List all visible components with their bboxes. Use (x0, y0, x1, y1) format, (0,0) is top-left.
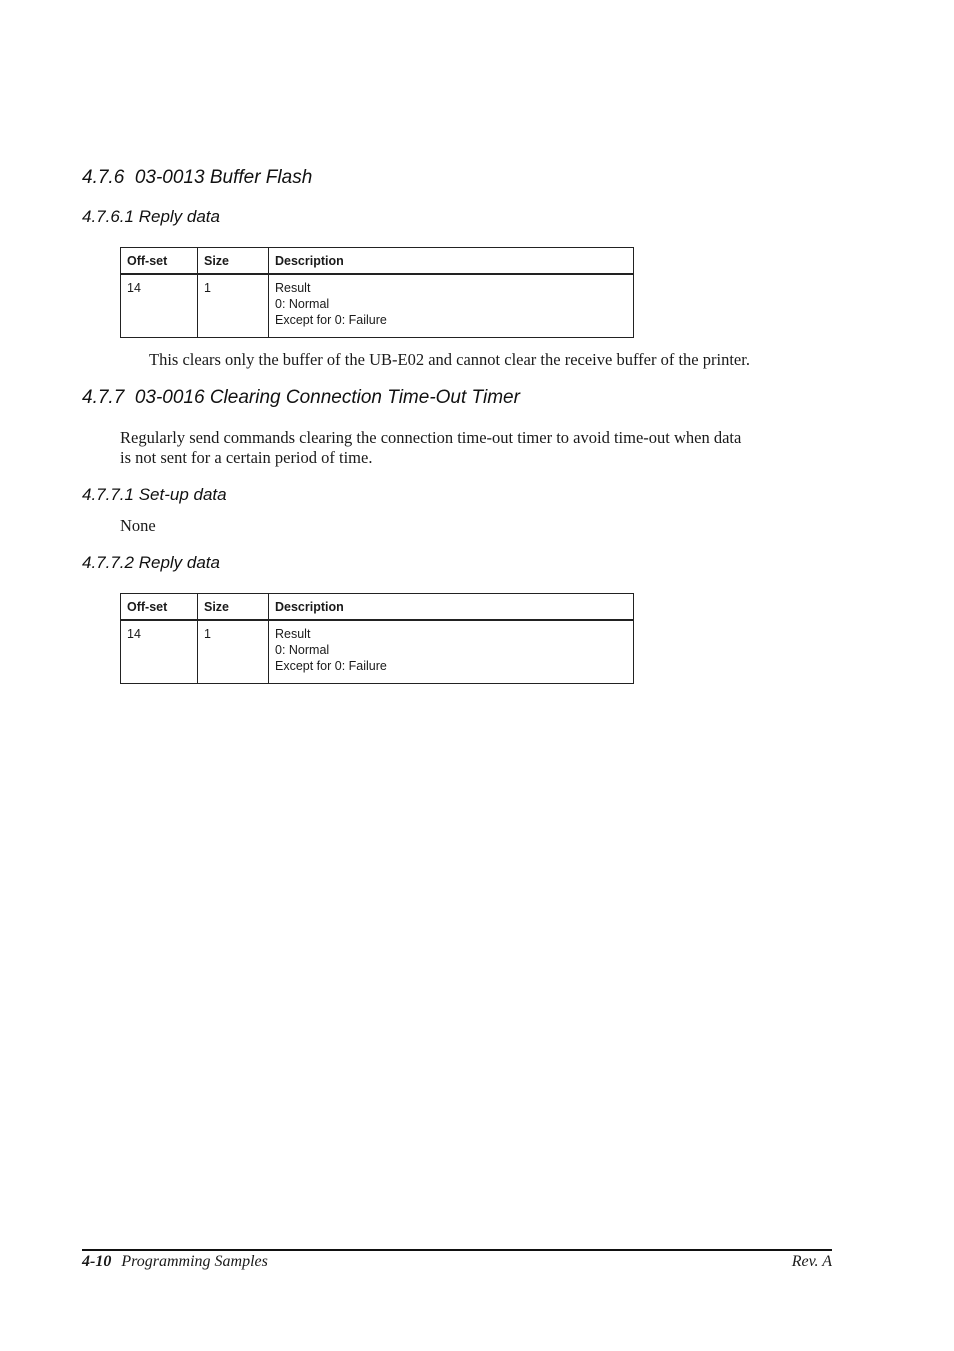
subsection-heading-4-7-6-1: 4.7.6.1 Reply data (82, 207, 220, 226)
description-line: Except for 0: Failure (275, 313, 387, 327)
footer-rule (82, 1249, 832, 1251)
description-line: Except for 0: Failure (275, 659, 387, 673)
intro-paragraph (120, 428, 832, 468)
column-header-size: Size (198, 248, 269, 275)
intro-line: Regularly send commands clearing the connection time-out timer to avoid time-out when data (120, 428, 742, 447)
column-header-description: Description (269, 248, 634, 275)
intro-line: is not sent for a certain period of time. (120, 448, 373, 467)
reply-data-table-1 (120, 247, 634, 338)
section-heading-4-7-6 (82, 167, 312, 189)
footer-left (82, 1253, 268, 1271)
column-header-offset: Off-set (121, 594, 198, 621)
table-row (121, 620, 634, 684)
revision-label: Rev. A (791, 1253, 832, 1270)
description-cell (269, 620, 634, 684)
description-line: 0: Normal (275, 297, 330, 311)
section-number: 4.7.6 (82, 167, 125, 188)
offset-cell: 14 (121, 274, 198, 338)
column-header-size: Size (198, 594, 269, 621)
page-number: 4-10 (82, 1253, 112, 1270)
column-header-offset: Off-set (121, 248, 198, 275)
section-heading-4-7-7 (82, 387, 520, 409)
buffer-note: This clears only the buffer of the UB-E02 and cannot clear the receive buffer of the printer. (149, 350, 750, 369)
chapter-title: Programming Samples (121, 1253, 268, 1270)
description-line: Result (275, 627, 311, 641)
section-title: 03-0013 Buffer Flash (134, 167, 313, 188)
description-cell (269, 274, 634, 338)
section-title: 03-0016 Clearing Connection Time-Out Timer (134, 387, 520, 408)
section-number: 4.7.7 (82, 387, 125, 408)
column-header-description: Description (269, 594, 634, 621)
subsection-heading-4-7-7-2: 4.7.7.2 Reply data (82, 553, 220, 572)
table-header-row (121, 594, 634, 621)
setup-data-body: None (120, 516, 156, 535)
size-cell: 1 (198, 274, 269, 338)
table-header-row (121, 248, 634, 275)
description-line: Result (275, 281, 311, 295)
size-cell: 1 (198, 620, 269, 684)
subsection-heading-4-7-7-1: 4.7.7.1 Set-up data (82, 485, 227, 504)
table-row (121, 274, 634, 338)
description-line: 0: Normal (275, 643, 330, 657)
offset-cell: 14 (121, 620, 198, 684)
reply-data-table-2 (120, 593, 634, 684)
